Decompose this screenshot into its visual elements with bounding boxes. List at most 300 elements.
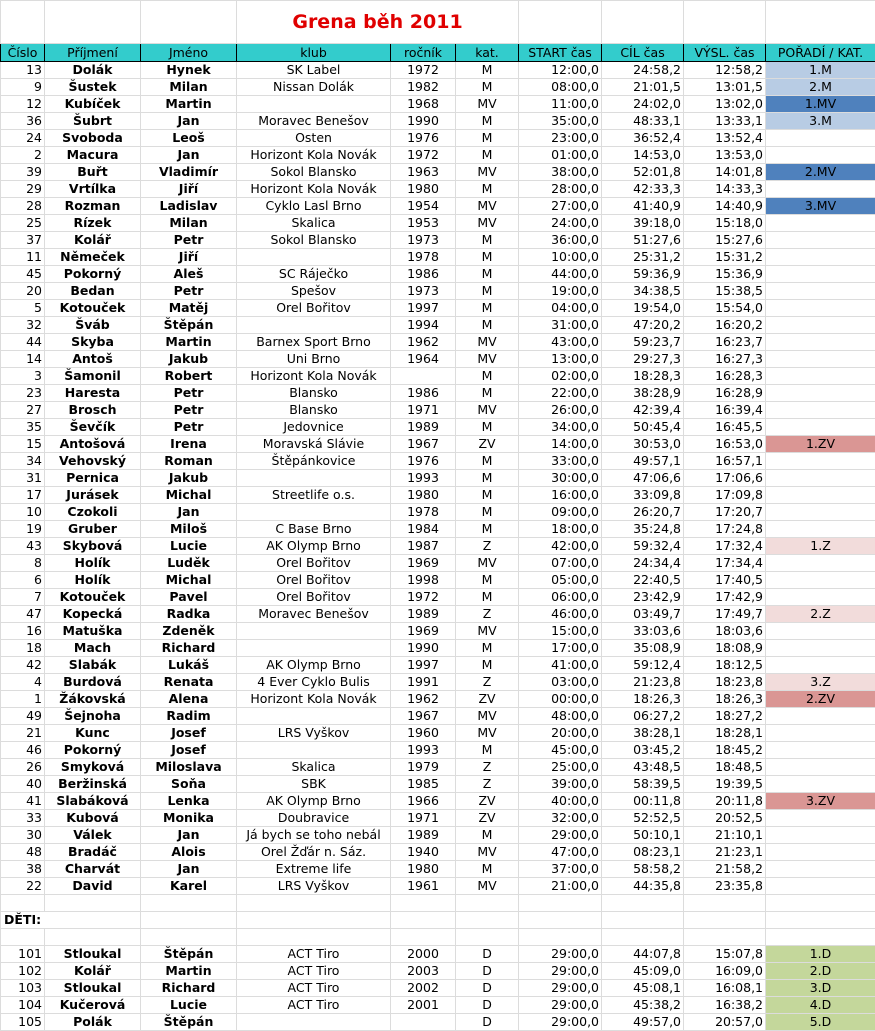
cell-rocnik: 1985	[391, 776, 456, 793]
cell-jmeno: Robert	[141, 368, 237, 385]
cell-klub: Orel Bořitov	[237, 555, 391, 572]
cell-jmeno: Štěpán	[141, 946, 237, 963]
cell-prijmeni: Kolář	[45, 963, 141, 980]
cell-vysl-cas: 15:31,2	[684, 249, 766, 266]
cell-rocnik: 1987	[391, 538, 456, 555]
cell-jmeno: Jan	[141, 827, 237, 844]
cell-vysl-cas: 15:27,6	[684, 232, 766, 249]
cell-cil-cas: 06:27,2	[602, 708, 684, 725]
cell-prijmeni: Svoboda	[45, 130, 141, 147]
cell-prijmeni: Šamonil	[45, 368, 141, 385]
cell-klub: AK Olymp Brno	[237, 657, 391, 674]
cell-jmeno: Jan	[141, 504, 237, 521]
cell-cil-cas: 39:18,0	[602, 215, 684, 232]
cell-cislo: 25	[1, 215, 45, 232]
cell-kat: MV	[456, 555, 519, 572]
table-row	[1, 844, 875, 861]
cell-poradi	[766, 776, 875, 793]
header-row	[1, 44, 875, 62]
cell-start-cas: 04:00,0	[519, 300, 602, 317]
cell-klub: ACT Tiro	[237, 980, 391, 997]
cell-start-cas: 21:00,0	[519, 878, 602, 895]
cell-kat: MV	[456, 198, 519, 215]
table-row	[1, 708, 875, 725]
cell-cil-cas: 43:48,5	[602, 759, 684, 776]
cell-start-cas: 45:00,0	[519, 742, 602, 759]
cell-cil-cas: 51:27,6	[602, 232, 684, 249]
cell-start-cas: 33:00,0	[519, 453, 602, 470]
table-row	[1, 487, 875, 504]
cell-cislo: 36	[1, 113, 45, 130]
table-row	[1, 589, 875, 606]
cell-kat: D	[456, 980, 519, 997]
cell-start-cas: 00:00,0	[519, 691, 602, 708]
cell-jmeno: Petr	[141, 402, 237, 419]
cell-vysl-cas: 16:27,3	[684, 351, 766, 368]
header-cislo: Číslo	[1, 44, 45, 62]
cell-prijmeni: Pokorný	[45, 742, 141, 759]
cell-cislo: 49	[1, 708, 45, 725]
cell-cislo: 39	[1, 164, 45, 181]
cell-vysl-cas: 13:52,4	[684, 130, 766, 147]
cell-cislo: 34	[1, 453, 45, 470]
cell-cil-cas: 41:40,9	[602, 198, 684, 215]
cell-poradi	[766, 266, 875, 283]
cell-jmeno: Michal	[141, 572, 237, 589]
cell-prijmeni: David	[45, 878, 141, 895]
cell-cil-cas: 49:57,0	[602, 1014, 684, 1031]
cell-prijmeni: Buřt	[45, 164, 141, 181]
cell-cislo: 8	[1, 555, 45, 572]
cell-klub: Já bych se toho nebál	[237, 827, 391, 844]
cell-prijmeni: Kotouček	[45, 589, 141, 606]
cell-cislo: 7	[1, 589, 45, 606]
cell-prijmeni: Šubrt	[45, 113, 141, 130]
cell-klub	[237, 742, 391, 759]
cell-kat: M	[456, 827, 519, 844]
cell-cil-cas: 23:42,9	[602, 589, 684, 606]
cell-rocnik: 1973	[391, 232, 456, 249]
header-kat: kat.	[456, 44, 519, 62]
cell-kat: M	[456, 266, 519, 283]
cell-jmeno: Alois	[141, 844, 237, 861]
cell-rocnik: 1998	[391, 572, 456, 589]
cell-rocnik: 1993	[391, 742, 456, 759]
cell-cislo: 102	[1, 963, 45, 980]
cell-start-cas: 47:00,0	[519, 844, 602, 861]
cell-klub: Moravec Benešov	[237, 606, 391, 623]
cell-rocnik: 1980	[391, 861, 456, 878]
cell-klub: Doubravice	[237, 810, 391, 827]
cell-kat: MV	[456, 334, 519, 351]
cell-cil-cas: 34:38,5	[602, 283, 684, 300]
cell-poradi	[766, 759, 875, 776]
cell-kat: M	[456, 742, 519, 759]
cell-cislo: 46	[1, 742, 45, 759]
table-row	[1, 470, 875, 487]
cell-rocnik: 1990	[391, 113, 456, 130]
header-prijmeni: Příjmení	[45, 44, 141, 62]
cell-rocnik	[391, 1014, 456, 1031]
cell-jmeno: Alena	[141, 691, 237, 708]
table-row	[1, 538, 875, 555]
cell-cislo: 27	[1, 402, 45, 419]
cell-start-cas: 36:00,0	[519, 232, 602, 249]
cell-start-cas: 34:00,0	[519, 419, 602, 436]
cell-prijmeni: Kučerová	[45, 997, 141, 1014]
cell-vysl-cas: 18:26,3	[684, 691, 766, 708]
cell-cislo: 17	[1, 487, 45, 504]
cell-rocnik: 1971	[391, 810, 456, 827]
cell-vysl-cas: 16:57,1	[684, 453, 766, 470]
cell-start-cas: 12:00,0	[519, 62, 602, 79]
cell-jmeno: Miloš	[141, 521, 237, 538]
cell-cislo: 9	[1, 79, 45, 96]
cell-start-cas: 41:00,0	[519, 657, 602, 674]
cell-jmeno: Richard	[141, 980, 237, 997]
cell-jmeno: Petr	[141, 419, 237, 436]
cell-vysl-cas: 16:28,3	[684, 368, 766, 385]
table-row	[1, 368, 875, 385]
cell-vysl-cas: 16:28,9	[684, 385, 766, 402]
cell-klub: Cyklo Lasl Brno	[237, 198, 391, 215]
cell-cil-cas: 50:10,1	[602, 827, 684, 844]
cell-poradi	[766, 402, 875, 419]
cell-kat: M	[456, 657, 519, 674]
cell-prijmeni: Kopecká	[45, 606, 141, 623]
cell-klub: Jedovnice	[237, 419, 391, 436]
header-start-cas: START čas	[519, 44, 602, 62]
cell-jmeno: Martin	[141, 334, 237, 351]
cell-kat: MV	[456, 164, 519, 181]
table-row	[1, 436, 875, 453]
cell-poradi	[766, 368, 875, 385]
cell-start-cas: 27:00,0	[519, 198, 602, 215]
cell-rocnik: 1989	[391, 419, 456, 436]
header-jmeno: Jméno	[141, 44, 237, 62]
cell-cislo: 103	[1, 980, 45, 997]
cell-start-cas: 43:00,0	[519, 334, 602, 351]
cell-kat: MV	[456, 402, 519, 419]
cell-klub: SBK	[237, 776, 391, 793]
cell-start-cas: 20:00,0	[519, 725, 602, 742]
cell-jmeno: Matěj	[141, 300, 237, 317]
cell-cislo: 1	[1, 691, 45, 708]
table-row	[1, 62, 875, 79]
cell-jmeno: Vladimír	[141, 164, 237, 181]
cell-jmeno: Aleš	[141, 266, 237, 283]
cell-poradi: 2.ZV	[766, 691, 875, 708]
cell-cislo: 10	[1, 504, 45, 521]
cell-rocnik: 1984	[391, 521, 456, 538]
cell-prijmeni: Kubová	[45, 810, 141, 827]
cell-cil-cas: 45:38,2	[602, 997, 684, 1014]
cell-cil-cas: 21:23,8	[602, 674, 684, 691]
cell-rocnik: 1997	[391, 300, 456, 317]
cell-vysl-cas: 18:23,8	[684, 674, 766, 691]
cell-rocnik: 1954	[391, 198, 456, 215]
cell-start-cas: 42:00,0	[519, 538, 602, 555]
cell-kat: D	[456, 1014, 519, 1031]
cell-kat: MV	[456, 623, 519, 640]
cell-klub: AK Olymp Brno	[237, 538, 391, 555]
cell-rocnik: 2001	[391, 997, 456, 1014]
cell-cil-cas: 30:53,0	[602, 436, 684, 453]
cell-vysl-cas: 16:45,5	[684, 419, 766, 436]
cell-cislo: 24	[1, 130, 45, 147]
cell-klub: Moravec Benešov	[237, 113, 391, 130]
cell-cil-cas: 26:20,7	[602, 504, 684, 521]
cell-poradi	[766, 317, 875, 334]
cell-rocnik: 1979	[391, 759, 456, 776]
cell-klub: Streetlife o.s.	[237, 487, 391, 504]
cell-prijmeni: Macura	[45, 147, 141, 164]
cell-vysl-cas: 20:57,0	[684, 1014, 766, 1031]
cell-rocnik: 1963	[391, 164, 456, 181]
cell-jmeno: Irena	[141, 436, 237, 453]
table-row	[1, 79, 875, 96]
section-label-kids: DĚTI:	[1, 912, 141, 929]
cell-rocnik: 1969	[391, 623, 456, 640]
cell-jmeno: Michal	[141, 487, 237, 504]
cell-cislo: 105	[1, 1014, 45, 1031]
cell-vysl-cas: 17:40,5	[684, 572, 766, 589]
cell-poradi	[766, 827, 875, 844]
cell-vysl-cas: 16:09,0	[684, 963, 766, 980]
cell-cislo: 37	[1, 232, 45, 249]
table-row	[1, 96, 875, 113]
cell-klub	[237, 249, 391, 266]
cell-klub: Orel Bořitov	[237, 589, 391, 606]
cell-klub: LRS Vyškov	[237, 878, 391, 895]
cell-kat: ZV	[456, 810, 519, 827]
cell-klub: Blansko	[237, 402, 391, 419]
table-row	[1, 946, 875, 963]
cell-start-cas: 31:00,0	[519, 317, 602, 334]
cell-cil-cas: 03:45,2	[602, 742, 684, 759]
table-row	[1, 232, 875, 249]
cell-vysl-cas: 16:20,2	[684, 317, 766, 334]
table-row	[1, 691, 875, 708]
cell-klub: Extreme life	[237, 861, 391, 878]
cell-poradi	[766, 487, 875, 504]
cell-prijmeni: Bradáč	[45, 844, 141, 861]
cell-rocnik: 2002	[391, 980, 456, 997]
cell-cislo: 28	[1, 198, 45, 215]
cell-vysl-cas: 17:42,9	[684, 589, 766, 606]
cell-klub	[237, 470, 391, 487]
cell-jmeno: Luděk	[141, 555, 237, 572]
cell-prijmeni: Šejnoha	[45, 708, 141, 725]
cell-cislo: 4	[1, 674, 45, 691]
cell-poradi	[766, 351, 875, 368]
section-row	[1, 912, 875, 929]
cell-kat: D	[456, 963, 519, 980]
cell-poradi	[766, 521, 875, 538]
cell-cislo: 29	[1, 181, 45, 198]
cell-vysl-cas: 13:02,0	[684, 96, 766, 113]
cell-kat: MV	[456, 844, 519, 861]
cell-start-cas: 15:00,0	[519, 623, 602, 640]
cell-rocnik: 1994	[391, 317, 456, 334]
cell-poradi: 3.D	[766, 980, 875, 997]
cell-klub: Horizont Kola Novák	[237, 147, 391, 164]
cell-start-cas: 07:00,0	[519, 555, 602, 572]
cell-vysl-cas: 15:54,0	[684, 300, 766, 317]
cell-klub	[237, 1014, 391, 1031]
cell-kat: M	[456, 640, 519, 657]
table-row	[1, 606, 875, 623]
cell-prijmeni: Charvát	[45, 861, 141, 878]
cell-cil-cas: 35:08,9	[602, 640, 684, 657]
cell-start-cas: 18:00,0	[519, 521, 602, 538]
cell-jmeno: Josef	[141, 725, 237, 742]
cell-start-cas: 02:00,0	[519, 368, 602, 385]
cell-vysl-cas: 18:45,2	[684, 742, 766, 759]
cell-poradi	[766, 708, 875, 725]
cell-jmeno: Jan	[141, 861, 237, 878]
cell-rocnik: 1990	[391, 640, 456, 657]
cell-cislo: 16	[1, 623, 45, 640]
cell-start-cas: 14:00,0	[519, 436, 602, 453]
cell-klub: Nissan Dolák	[237, 79, 391, 96]
cell-rocnik: 1969	[391, 555, 456, 572]
cell-poradi: 4.D	[766, 997, 875, 1014]
cell-cislo: 3	[1, 368, 45, 385]
cell-cislo: 14	[1, 351, 45, 368]
cell-start-cas: 32:00,0	[519, 810, 602, 827]
cell-klub: Spešov	[237, 283, 391, 300]
cell-poradi	[766, 623, 875, 640]
cell-prijmeni: Skyba	[45, 334, 141, 351]
cell-kat: M	[456, 62, 519, 79]
cell-cislo: 23	[1, 385, 45, 402]
table-row	[1, 453, 875, 470]
cell-vysl-cas: 16:53,0	[684, 436, 766, 453]
cell-jmeno: Monika	[141, 810, 237, 827]
cell-start-cas: 19:00,0	[519, 283, 602, 300]
cell-rocnik: 1993	[391, 470, 456, 487]
table-row	[1, 504, 875, 521]
cell-start-cas: 10:00,0	[519, 249, 602, 266]
cell-kat: D	[456, 997, 519, 1014]
cell-start-cas: 22:00,0	[519, 385, 602, 402]
cell-prijmeni: Šustek	[45, 79, 141, 96]
table-row	[1, 759, 875, 776]
cell-rocnik: 1960	[391, 725, 456, 742]
cell-vysl-cas: 13:53,0	[684, 147, 766, 164]
cell-kat: M	[456, 232, 519, 249]
cell-kat: Z	[456, 538, 519, 555]
cell-cil-cas: 38:28,1	[602, 725, 684, 742]
cell-rocnik: 1976	[391, 130, 456, 147]
cell-cislo: 18	[1, 640, 45, 657]
cell-jmeno: Radim	[141, 708, 237, 725]
cell-cil-cas: 59:12,4	[602, 657, 684, 674]
cell-prijmeni: Polák	[45, 1014, 141, 1031]
header-vysl-cas: VÝSL. čas	[684, 44, 766, 62]
cell-start-cas: 35:00,0	[519, 113, 602, 130]
cell-prijmeni: Slabáková	[45, 793, 141, 810]
cell-jmeno: Jakub	[141, 470, 237, 487]
cell-poradi	[766, 572, 875, 589]
cell-poradi: 3.ZV	[766, 793, 875, 810]
cell-kat: ZV	[456, 691, 519, 708]
cell-poradi	[766, 130, 875, 147]
cell-cislo: 101	[1, 946, 45, 963]
title-row	[1, 1, 875, 44]
cell-klub: SC Ráječko	[237, 266, 391, 283]
cell-kat: MV	[456, 215, 519, 232]
cell-prijmeni: Smyková	[45, 759, 141, 776]
cell-jmeno: Ladislav	[141, 198, 237, 215]
cell-vysl-cas: 13:33,1	[684, 113, 766, 130]
cell-poradi	[766, 249, 875, 266]
cell-jmeno: Lukáš	[141, 657, 237, 674]
cell-klub	[237, 317, 391, 334]
cell-cislo: 30	[1, 827, 45, 844]
cell-poradi: 3.MV	[766, 198, 875, 215]
cell-jmeno: Jan	[141, 113, 237, 130]
cell-jmeno: Jan	[141, 147, 237, 164]
cell-jmeno: Lucie	[141, 538, 237, 555]
cell-poradi: 1.MV	[766, 96, 875, 113]
cell-rocnik: 1989	[391, 606, 456, 623]
cell-klub	[237, 96, 391, 113]
cell-start-cas: 05:00,0	[519, 572, 602, 589]
cell-cil-cas: 35:24,8	[602, 521, 684, 538]
cell-vysl-cas: 19:39,5	[684, 776, 766, 793]
cell-prijmeni: Kunc	[45, 725, 141, 742]
cell-kat: Z	[456, 759, 519, 776]
cell-poradi	[766, 742, 875, 759]
cell-cislo: 2	[1, 147, 45, 164]
cell-cislo: 45	[1, 266, 45, 283]
cell-kat: Z	[456, 606, 519, 623]
cell-cislo: 104	[1, 997, 45, 1014]
table-row	[1, 1014, 875, 1031]
cell-cil-cas: 19:54,0	[602, 300, 684, 317]
cell-cil-cas: 48:33,1	[602, 113, 684, 130]
cell-poradi: 2.D	[766, 963, 875, 980]
cell-rocnik: 1966	[391, 793, 456, 810]
cell-jmeno: Jiří	[141, 249, 237, 266]
cell-cil-cas: 42:33,3	[602, 181, 684, 198]
cell-cislo: 22	[1, 878, 45, 895]
cell-start-cas: 44:00,0	[519, 266, 602, 283]
cell-jmeno: Martin	[141, 963, 237, 980]
cell-poradi: 3.Z	[766, 674, 875, 691]
cell-poradi: 2.M	[766, 79, 875, 96]
cell-cil-cas: 08:23,1	[602, 844, 684, 861]
table-row	[1, 164, 875, 181]
cell-klub	[237, 640, 391, 657]
header-cil-cas: CÍL čas	[602, 44, 684, 62]
cell-kat: M	[456, 368, 519, 385]
cell-start-cas: 29:00,0	[519, 1014, 602, 1031]
cell-kat: MV	[456, 878, 519, 895]
cell-vysl-cas: 17:06,6	[684, 470, 766, 487]
cell-kat: D	[456, 946, 519, 963]
cell-kat: ZV	[456, 436, 519, 453]
cell-rocnik: 1961	[391, 878, 456, 895]
cell-start-cas: 37:00,0	[519, 861, 602, 878]
table-row	[1, 555, 875, 572]
cell-kat: M	[456, 504, 519, 521]
table-row	[1, 640, 875, 657]
cell-poradi	[766, 844, 875, 861]
cell-poradi	[766, 589, 875, 606]
